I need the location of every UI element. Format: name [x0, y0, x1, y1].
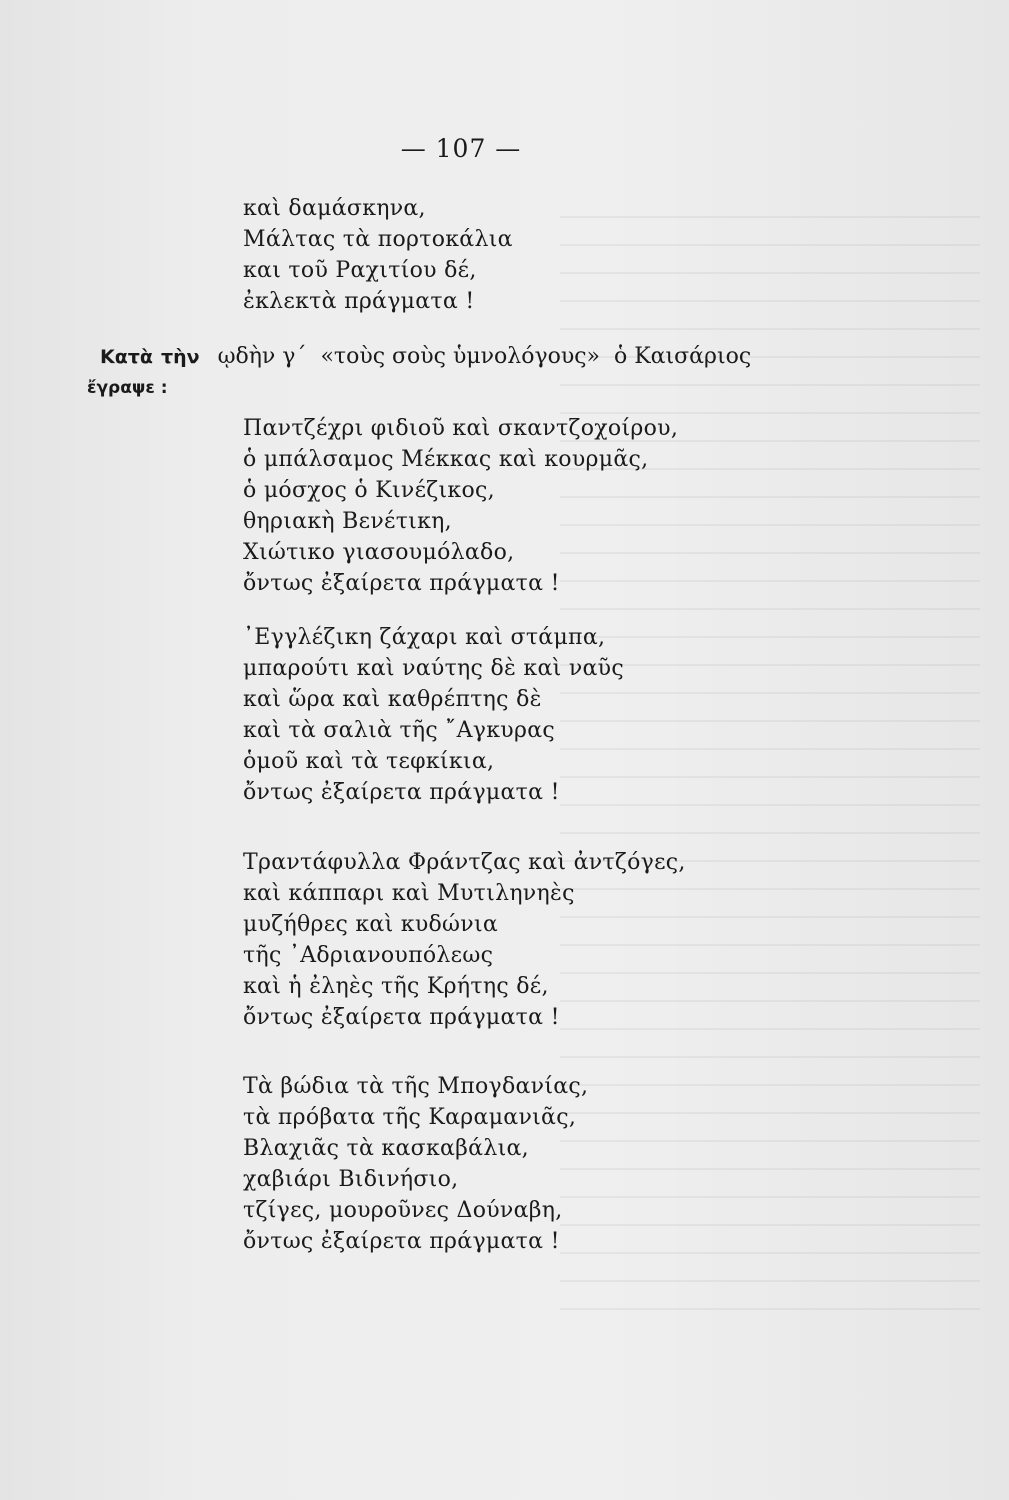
verse-line: καὶ ὥρα καὶ καθρέπτης δὲ — [243, 687, 542, 712]
verse-line: και τοῦ Ραχιτίου δέ, — [243, 258, 477, 283]
verse-line: καὶ δαμάσκηνα, — [243, 196, 426, 221]
verse-line: ὁμοῦ καὶ τὰ τεφκίκια, — [243, 749, 495, 774]
verse-line: ὄντως ἐξαίρετα πράγματα ! — [243, 1229, 560, 1254]
stanza-4 — [243, 847, 686, 1033]
verse-line: ᾿Εγγλέζικη ζάχαρι καὶ στάμπα, — [243, 625, 606, 650]
verse-line: ὄντως ἐξαίρετα πράγματα ! — [243, 780, 560, 805]
verse-line: Βλαχιᾶς τὰ κασκαβάλια, — [243, 1136, 529, 1161]
verse-line: χαβιάρι Βιδινήσιο, — [243, 1167, 459, 1192]
intro-paragraph — [87, 342, 860, 403]
intro-hymn-title: «τοὺς σοὺς ὑμνολόγους» — [320, 344, 600, 369]
intro-tin: τὴν — [160, 346, 200, 368]
verse-line: Παντζέχρι φιδιοῦ καὶ σκαντζοχοίρου, — [243, 416, 679, 441]
verse-line: τζίγες, μουροῦνες Δούναβη, — [243, 1198, 563, 1223]
verse-line: θηριακὴ Βενέτικη, — [243, 509, 452, 534]
verse-line: ὄντως ἐξαίρετα πράγματα ! — [243, 1005, 560, 1030]
verse-line: καὶ τὰ σαλιὰ τῆς ῎Αγκυρας — [243, 718, 555, 743]
verse-line: ὁ μπάλσαμος Μέκκας καὶ κουρμᾶς, — [243, 447, 649, 472]
verse-line: τὰ πρόβατα τῆς Καραμανιᾶς, — [243, 1105, 577, 1130]
verse-line: ὁ μόσχος ὁ Κινέζικος, — [243, 478, 495, 503]
stanza-1 — [243, 193, 513, 317]
verse-line: καὶ ἡ ἐληὲς τῆς Κρήτης δέ, — [243, 974, 549, 999]
intro-kata: Κατὰ — [100, 346, 153, 368]
page-number: — 107 — — [400, 134, 522, 163]
stanza-5 — [243, 1071, 588, 1257]
verse-line: Τραντάφυλλα Φράντζας καὶ ἀντζόγες, — [243, 850, 686, 875]
verse-line: Τὰ βώδια τὰ τῆς Μπογδανίας, — [243, 1074, 589, 1099]
intro-odin: ῳδὴν γ΄ — [217, 344, 307, 369]
intro-author: ὁ Καισάριος — [614, 344, 752, 369]
verse-line: μπαρούτι καὶ ναύτης δὲ καὶ ναῦς — [243, 656, 624, 681]
verse-line: μυζήθρες καὶ κυδώνια — [243, 912, 499, 937]
stanza-2 — [243, 413, 678, 599]
verse-line: ὄντως ἐξαίρετα πράγματα ! — [243, 571, 560, 596]
verse-line: Μάλτας τὰ πορτοκάλια — [243, 227, 513, 252]
verse-line: ἐκλεκτὰ πράγματα ! — [243, 289, 475, 314]
verse-line: Χιώτικο γιασουμόλαδο, — [243, 540, 515, 565]
verse-line: τῆς ᾿Αδριανουπόλεως — [243, 943, 494, 968]
intro-egrafe: ἔγραψε : — [87, 378, 168, 398]
stanza-3 — [243, 622, 624, 808]
verse-line: καὶ κάππαρι καὶ Μυτιληνηὲς — [243, 881, 575, 906]
